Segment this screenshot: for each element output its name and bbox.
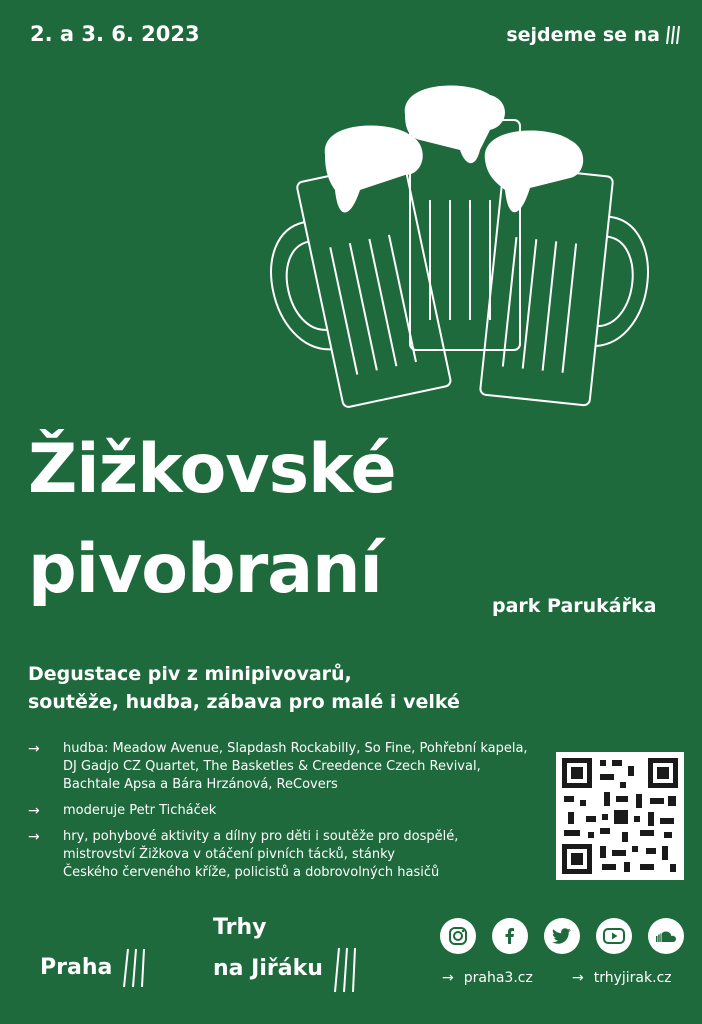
venue: park Parukářka bbox=[492, 595, 657, 617]
list-item bbox=[28, 740, 548, 794]
event-title bbox=[28, 420, 396, 620]
subtitle-line-1: Degustace piv z minipivovarů, bbox=[28, 663, 352, 685]
list-item bbox=[28, 802, 548, 820]
bullet-line: Bachtale Apsa a Bára Hrzánová, ReCovers bbox=[63, 777, 338, 792]
triple-slash-icon bbox=[664, 24, 682, 46]
arrow-icon: → bbox=[572, 970, 584, 986]
beer-mugs-illustration bbox=[240, 80, 660, 420]
arrow-icon: → bbox=[442, 970, 454, 986]
soundcloud-icon[interactable] bbox=[648, 918, 684, 954]
bullet-line: mistrovství Žižkova v otáčení pivních tácků, stánky bbox=[63, 847, 395, 862]
facebook-icon[interactable] bbox=[492, 918, 528, 954]
logo-trhy-na-jiraku bbox=[213, 912, 359, 994]
subtitle-line-2: soutěže, hudba, zábava pro malé i velké bbox=[28, 691, 460, 713]
youtube-icon[interactable] bbox=[596, 918, 632, 954]
bullet-line: hry, pohybové aktivity a dílny pro děti i soutěže pro dospělé, bbox=[63, 829, 459, 844]
link-text: trhyjirak.cz bbox=[593, 970, 672, 986]
link-text: praha3.cz bbox=[463, 970, 533, 986]
slogan bbox=[506, 24, 682, 46]
link-trhyjirak[interactable] bbox=[572, 970, 672, 986]
list-item bbox=[28, 828, 548, 882]
bullet-line: DJ Gadjo CZ Quartet, The Basketles & Creedence Czech Revival, bbox=[63, 759, 481, 774]
logo-praha bbox=[40, 945, 148, 989]
bullet-line: moderuje Petr Ticháček bbox=[63, 803, 217, 818]
arrow-icon: → bbox=[28, 803, 40, 819]
qr-code[interactable] bbox=[556, 752, 684, 880]
title-line-1: Žižkovské bbox=[28, 430, 396, 509]
twitter-icon[interactable] bbox=[544, 918, 580, 954]
link-praha3[interactable] bbox=[442, 970, 533, 986]
logo-trhy-line-2: na Jiřáku bbox=[213, 956, 323, 981]
instagram-icon[interactable] bbox=[440, 918, 476, 954]
event-date: 2. a 3. 6. 2023 bbox=[30, 22, 200, 46]
logo-trhy-line-1: Trhy bbox=[213, 915, 267, 940]
bullet-line: Českého červeného kříže, policistů a dobrovolných hasičů bbox=[63, 865, 440, 880]
arrow-icon: → bbox=[28, 741, 40, 757]
slogan-text: sejdeme se na bbox=[506, 24, 660, 46]
program-list bbox=[28, 740, 548, 890]
title-line-2: pivobraní bbox=[28, 530, 382, 609]
arrow-icon: → bbox=[28, 829, 40, 845]
bullet-line: hudba: Meadow Avenue, Slapdash Rockabilly, So Fine, Pohřební kapela, bbox=[63, 741, 528, 756]
logo-praha-text: Praha bbox=[40, 954, 113, 980]
triple-slash-icon bbox=[120, 945, 148, 989]
triple-slash-icon bbox=[331, 944, 359, 994]
subtitle bbox=[28, 660, 460, 716]
